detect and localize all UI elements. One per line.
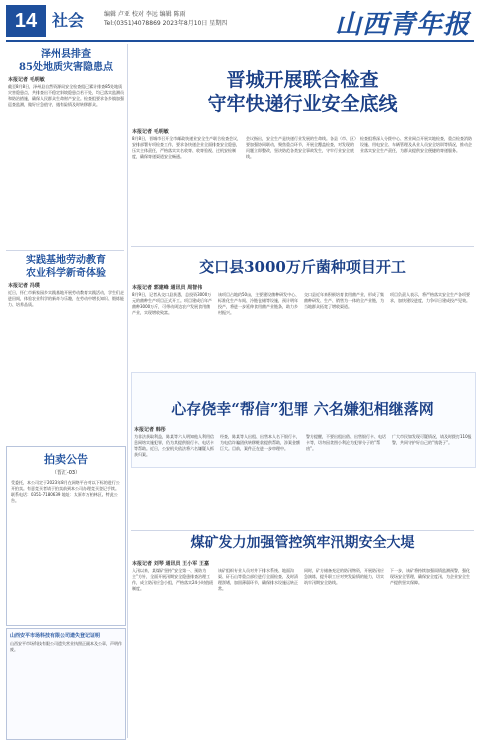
notice-body: 山西安平市场科技有限公司遗失营业执照正副本及公章，声明作废。 — [10, 641, 122, 652]
page-number: 14 — [6, 5, 46, 37]
headline-1-col1: 8月8日，晋城市召开全市邮政快递业安全生产联合检查会议，安排部署专项检查工作，要求各快递企业全面排查安全隐患，压实主体责任，严格落实实名收寄、收寄验视、过机安检制度，确保寄递渠道安全畅通。 — [132, 136, 242, 159]
headline-2-col1: 8月9日，记者从交口县获悉，总投资3000万元的菌种生产项目正式开工。项目建成后年产菌种3000万斤，可带动周边农户发展食用菌产业，实现增收致富。 — [132, 292, 212, 315]
article-1-title-line1: 泽州县排查 — [41, 49, 91, 60]
headline-2-col2: 该项目占地约50亩，主要建设菌种研发中心、标准化生产车间、冷链仓储等设施，预计明年投产，将进一步延伸食用菌产业链条，助力乡村振兴。 — [218, 292, 300, 315]
divider — [131, 246, 474, 247]
headline-1-line1: 晋城开展联合检查 — [226, 69, 379, 91]
auction-body: 受委托，本公司定于2023年8月在网络平台对以下标的进行公开拍卖。有意竞买者请于拍卖前到本公司办理竞买登记手续。联系电话：0351-7180639 地址：太原市万柏林区。特此公告。 — [11, 480, 120, 503]
article-2-byline: 本报记者 冯璞 — [8, 283, 40, 289]
headline-3-col4: 广大市民如发现可疑情况，请及时拨打110报警，共同守护好自己的“钱袋子”。 — [392, 434, 472, 445]
headline-3: 心存侥幸“帮信”犯罪 六名嫌犯相继落网 — [171, 400, 434, 418]
headline-4-col4: 下一步，该矿将持续加强雨情监测预警，强化现场安全管理，确保安全度汛，为企业安全生产提供坚实保障。 — [390, 568, 470, 585]
headline-1-byline: 本报记者 毛明敏 — [132, 129, 169, 135]
date-line: Tel:(0351)4078869 2023年8月10日 星期四 — [104, 20, 228, 27]
headline-2-col3: 交口县近年来积极培育食用菌产业，形成了集菌种研发、生产、销售为一体的全产业链，为当地群众拓宽了增收渠道。 — [304, 292, 384, 309]
article-2-title-line2: 农业科学新奇体验 — [26, 268, 106, 279]
auction-subtitle: （晋汇-03） — [51, 470, 81, 476]
page-header — [0, 0, 480, 44]
headline-2-col4: 项目负责人表示，将严格落实安全生产各项要求，加快建设进度，力争早日建成投产见效。 — [390, 292, 470, 303]
article-2-title — [8, 254, 124, 280]
article-1-title-line2: 85处地质灾害隐患点 — [19, 62, 113, 73]
headline-1 — [131, 68, 474, 116]
headline-2: 交口县3000万斤菌种项目开工 — [199, 258, 406, 276]
article-1-body: 截至8月8日，泽州县自然资源局安全检查组已累计排查85处地质灾害隐患点，共排查出不稳定斜坡隐患点若干处，均已落实监测员和防治措施，确保人民群众生命财产安全。检查组要求各乡镇加强巡查监测，做好应急值守，遇有险情及时转移群众。 — [8, 84, 124, 107]
article-1-byline: 本报记者 毛明敏 — [8, 77, 45, 83]
newspaper-logo: 山西青年报 — [334, 10, 470, 40]
headline-3-col3: 警方提醒，不要出租出借、出售银行卡、电话卡等，切勿因贪图小利沦为犯罪分子的“帮凶”。 — [306, 434, 386, 451]
headline-4-byline: 本报记者 刘琴 通讯员 王小军 王嘉 — [132, 561, 209, 567]
headline-2-byline: 本报记者 郭建峰 通讯员 周智伟 — [132, 285, 203, 291]
section-title: 社会 — [52, 11, 85, 30]
divider — [131, 530, 474, 531]
headline-4-col2: 该矿组织专业人员对井下排水系统、地面沟渠、矸石山等重点部位进行全面检查，及时清理淤堵，加固薄弱环节，确保排水设施运转正常。 — [218, 568, 298, 591]
article-2-title-line1: 实践基地劳动教育 — [26, 255, 106, 266]
column-divider — [127, 44, 128, 738]
headline-4-col3: 同时，矿方储备充足的防汛物资，开展防汛应急演练，提升职工应对突发险情的能力，切实筑牢汛期安全防线。 — [304, 568, 384, 585]
auction-title: 拍卖公告 — [44, 453, 88, 466]
notice-title: 山西安平市场科技有限公司遗失登记证明 — [10, 633, 101, 639]
article-2-body: 近日，怀仁市新家园乡实践基地开展劳动教育实践活动，学生们走进田间，体验农业科学的新奇与乐趣，在劳动中增长知识、锻炼能力、培养品质。 — [8, 290, 124, 307]
article-1-title — [8, 48, 124, 74]
auction-notice-box — [6, 446, 126, 626]
editor-line: 编辑 卢亚 校对 李远 编辑 陈雨 — [104, 11, 186, 18]
headline-1-line2: 守牢快递行业安全底线 — [207, 93, 398, 115]
headline-3-col1: 为非法获取利益，陈某等六人明知他人利用信息网络实施犯罪，仍为其提供银行卡、电话卡等帮助。近日，公安机关依法将六名嫌疑人抓获归案。 — [134, 434, 214, 457]
headline-4: 煤矿发力加强管控筑牢汛期安全大堤 — [190, 535, 415, 551]
header-rule — [6, 40, 474, 42]
divider — [6, 250, 124, 251]
headline-3-byline: 本报记者 韩彤 — [134, 427, 166, 433]
loss-notice-box — [6, 628, 126, 740]
headline-1-col2: 会议指出，安全生产是快递行业发展的生命线。各县（市、区）要加强协同联动，聚焦重点环节，开展全覆盖检查，对发现的问题立即整改，坚决防范各类安全事故发生，守牢行业安全底线。 — [246, 136, 356, 159]
headline-1-col3: 检查组将深入分拨中心、营业网点开展实地检查，重点检查消防设施、用电安全、车辆管理及从业人员安全培训等情况，推动企业落实安全生产责任，为群众提供安全便捷的寄递服务。 — [360, 136, 472, 153]
headline-3-col2: 经查，陈某等人出租、出售本人名下银行卡，为电信诈骗团伙转移赃款提供帮助，涉案金额巨大。目前，案件正在进一步审理中。 — [220, 434, 300, 451]
headline-4-col1: 入汛以来，某煤矿坚持“安全第一、预防为主”方针，全面开展汛期安全隐患排查治理工作，成立防汛应急小组，严格落实24小时值班制度。 — [132, 568, 214, 591]
